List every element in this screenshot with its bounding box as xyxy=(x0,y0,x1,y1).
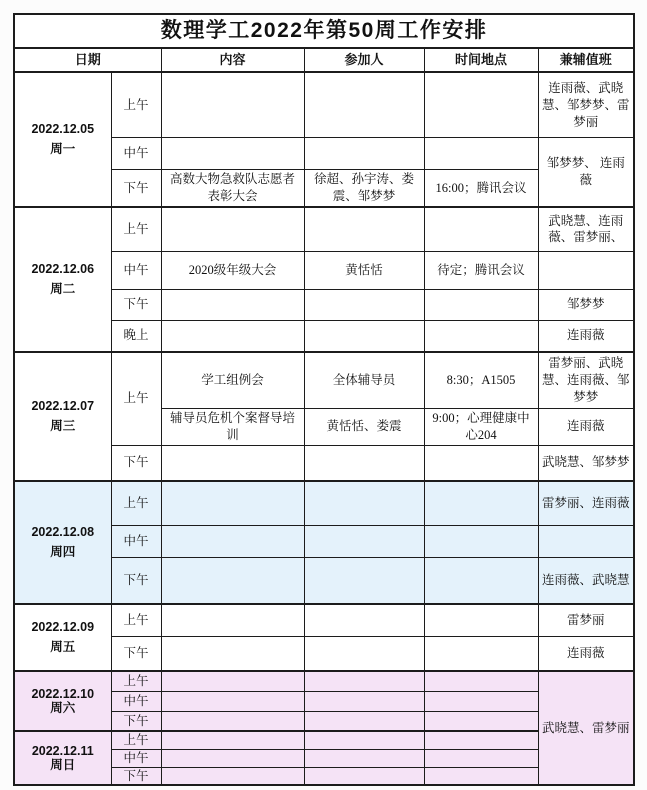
date-text: 2022.12.05 xyxy=(31,122,95,137)
duty-cell: 连雨薇 xyxy=(538,636,634,671)
duty-cell: 连雨薇 xyxy=(538,320,634,352)
period-cell: 上午 xyxy=(111,72,161,138)
content-cell xyxy=(161,207,304,251)
date-text: 2022.12.06 xyxy=(31,262,95,277)
content-cell xyxy=(161,557,304,604)
period-cell: 中午 xyxy=(111,251,161,289)
weekday-text: 周日 xyxy=(50,758,76,773)
date-cell xyxy=(14,481,111,604)
time-cell xyxy=(424,557,538,604)
participants-cell xyxy=(304,72,424,138)
period-cell: 下午 xyxy=(111,636,161,671)
time-cell xyxy=(424,749,538,767)
date-cell xyxy=(14,671,111,731)
participants-cell: 黄恬恬、娄震 xyxy=(304,408,424,445)
content-cell: 高数大物急救队志愿者表彰大会 xyxy=(161,170,304,207)
participants-cell xyxy=(304,138,424,170)
content-cell xyxy=(161,711,304,731)
participants-cell xyxy=(304,711,424,731)
period-cell: 下午 xyxy=(111,767,161,785)
period-cell: 上午 xyxy=(111,604,161,636)
schedule-table xyxy=(13,13,635,786)
duty-cell: 邹梦梦 xyxy=(538,289,634,320)
content-cell: 辅导员危机个案督导培训 xyxy=(161,408,304,445)
duty-cell: 连雨薇、武晓慧、邹梦梦、雷梦丽 xyxy=(538,72,634,138)
participants-cell xyxy=(304,671,424,691)
time-cell xyxy=(424,691,538,711)
content-cell xyxy=(161,72,304,138)
participants-cell xyxy=(304,691,424,711)
content-cell xyxy=(161,320,304,352)
weekday-text: 周六 xyxy=(50,701,76,716)
time-cell xyxy=(424,445,538,481)
duty-cell: 武晓慧、雷梦丽 xyxy=(538,671,634,785)
time-cell xyxy=(424,767,538,785)
period-cell: 上午 xyxy=(111,207,161,251)
content-cell xyxy=(161,691,304,711)
time-cell: 16:00；腾讯会议 xyxy=(424,170,538,207)
period-cell: 上午 xyxy=(111,671,161,691)
participants-cell: 黄恬恬 xyxy=(304,251,424,289)
content-cell xyxy=(161,525,304,557)
period-cell: 上午 xyxy=(111,481,161,525)
col-header-participants: 参加人 xyxy=(304,48,424,72)
date-text: 2022.12.10 xyxy=(31,686,95,701)
participants-cell xyxy=(304,604,424,636)
col-header-content: 内容 xyxy=(161,48,304,72)
col-header-time-place: 时间地点 xyxy=(424,48,538,72)
time-cell xyxy=(424,207,538,251)
period-cell: 上午 xyxy=(111,731,161,749)
content-cell xyxy=(161,138,304,170)
date-text: 2022.12.09 xyxy=(31,620,95,635)
content-cell xyxy=(161,445,304,481)
date-cell xyxy=(14,207,111,352)
time-cell: 8:30；A1505 xyxy=(424,352,538,408)
duty-cell: 连雨薇 xyxy=(538,408,634,445)
content-cell xyxy=(161,289,304,320)
date-cell xyxy=(14,604,111,671)
col-header-date: 日期 xyxy=(14,48,161,72)
duty-cell: 雷梦丽、武晓慧、连雨薇、邹梦梦 xyxy=(538,352,634,408)
participants-cell xyxy=(304,767,424,785)
weekday-text: 周三 xyxy=(50,418,76,433)
period-cell: 晚上 xyxy=(111,320,161,352)
duty-cell: 武晓慧、连雨薇、雷梦丽、 xyxy=(538,207,634,251)
time-cell xyxy=(424,636,538,671)
date-cell xyxy=(14,72,111,207)
time-cell xyxy=(424,604,538,636)
period-cell: 下午 xyxy=(111,445,161,481)
participants-cell xyxy=(304,481,424,525)
content-cell xyxy=(161,671,304,691)
duty-cell: 武晓慧、邹梦梦 xyxy=(538,445,634,481)
content-cell xyxy=(161,731,304,749)
participants-cell xyxy=(304,445,424,481)
content-cell xyxy=(161,767,304,785)
weekday-text: 周一 xyxy=(50,141,76,156)
content-cell xyxy=(161,604,304,636)
participants-cell: 全体辅导员 xyxy=(304,352,424,408)
date-cell xyxy=(14,352,111,481)
time-cell: 9:00；心理健康中心204 xyxy=(424,408,538,445)
time-cell xyxy=(424,731,538,749)
period-cell: 中午 xyxy=(111,138,161,170)
date-text: 2022.12.07 xyxy=(31,399,95,414)
duty-cell xyxy=(538,251,634,289)
duty-cell: 邹梦梦、 连雨薇 xyxy=(538,138,634,207)
participants-cell: 徐超、孙宇涛、娄震、邹梦梦 xyxy=(304,170,424,207)
duty-cell: 连雨薇、武晓慧 xyxy=(538,557,634,604)
period-cell: 下午 xyxy=(111,557,161,604)
content-cell xyxy=(161,749,304,767)
time-cell xyxy=(424,711,538,731)
page-title: 数理学工2022年第50周工作安排 xyxy=(14,14,634,48)
time-cell: 待定；腾讯会议 xyxy=(424,251,538,289)
period-cell: 中午 xyxy=(111,525,161,557)
period-cell: 下午 xyxy=(111,289,161,320)
participants-cell xyxy=(304,207,424,251)
weekday-text: 周二 xyxy=(50,281,76,296)
duty-cell: 雷梦丽 xyxy=(538,604,634,636)
time-cell xyxy=(424,72,538,138)
participants-cell xyxy=(304,320,424,352)
time-cell xyxy=(424,320,538,352)
time-cell xyxy=(424,671,538,691)
period-cell: 下午 xyxy=(111,170,161,207)
participants-cell xyxy=(304,636,424,671)
duty-cell xyxy=(538,525,634,557)
content-cell: 2020级年级大会 xyxy=(161,251,304,289)
content-cell xyxy=(161,481,304,525)
weekday-text: 周四 xyxy=(50,544,76,559)
time-cell xyxy=(424,289,538,320)
time-cell xyxy=(424,138,538,170)
content-cell xyxy=(161,636,304,671)
time-cell xyxy=(424,525,538,557)
weekday-text: 周五 xyxy=(50,639,76,654)
period-cell: 中午 xyxy=(111,749,161,767)
period-cell: 下午 xyxy=(111,711,161,731)
col-header-duty: 兼辅值班 xyxy=(538,48,634,72)
period-cell: 上午 xyxy=(111,352,161,445)
participants-cell xyxy=(304,731,424,749)
period-cell: 中午 xyxy=(111,691,161,711)
time-cell xyxy=(424,481,538,525)
participants-cell xyxy=(304,557,424,604)
date-text: 2022.12.08 xyxy=(31,525,95,540)
date-text: 2022.12.11 xyxy=(31,743,94,758)
participants-cell xyxy=(304,525,424,557)
participants-cell xyxy=(304,289,424,320)
content-cell: 学工组例会 xyxy=(161,352,304,408)
date-cell xyxy=(14,731,111,785)
duty-cell: 雷梦丽、连雨薇 xyxy=(538,481,634,525)
participants-cell xyxy=(304,749,424,767)
